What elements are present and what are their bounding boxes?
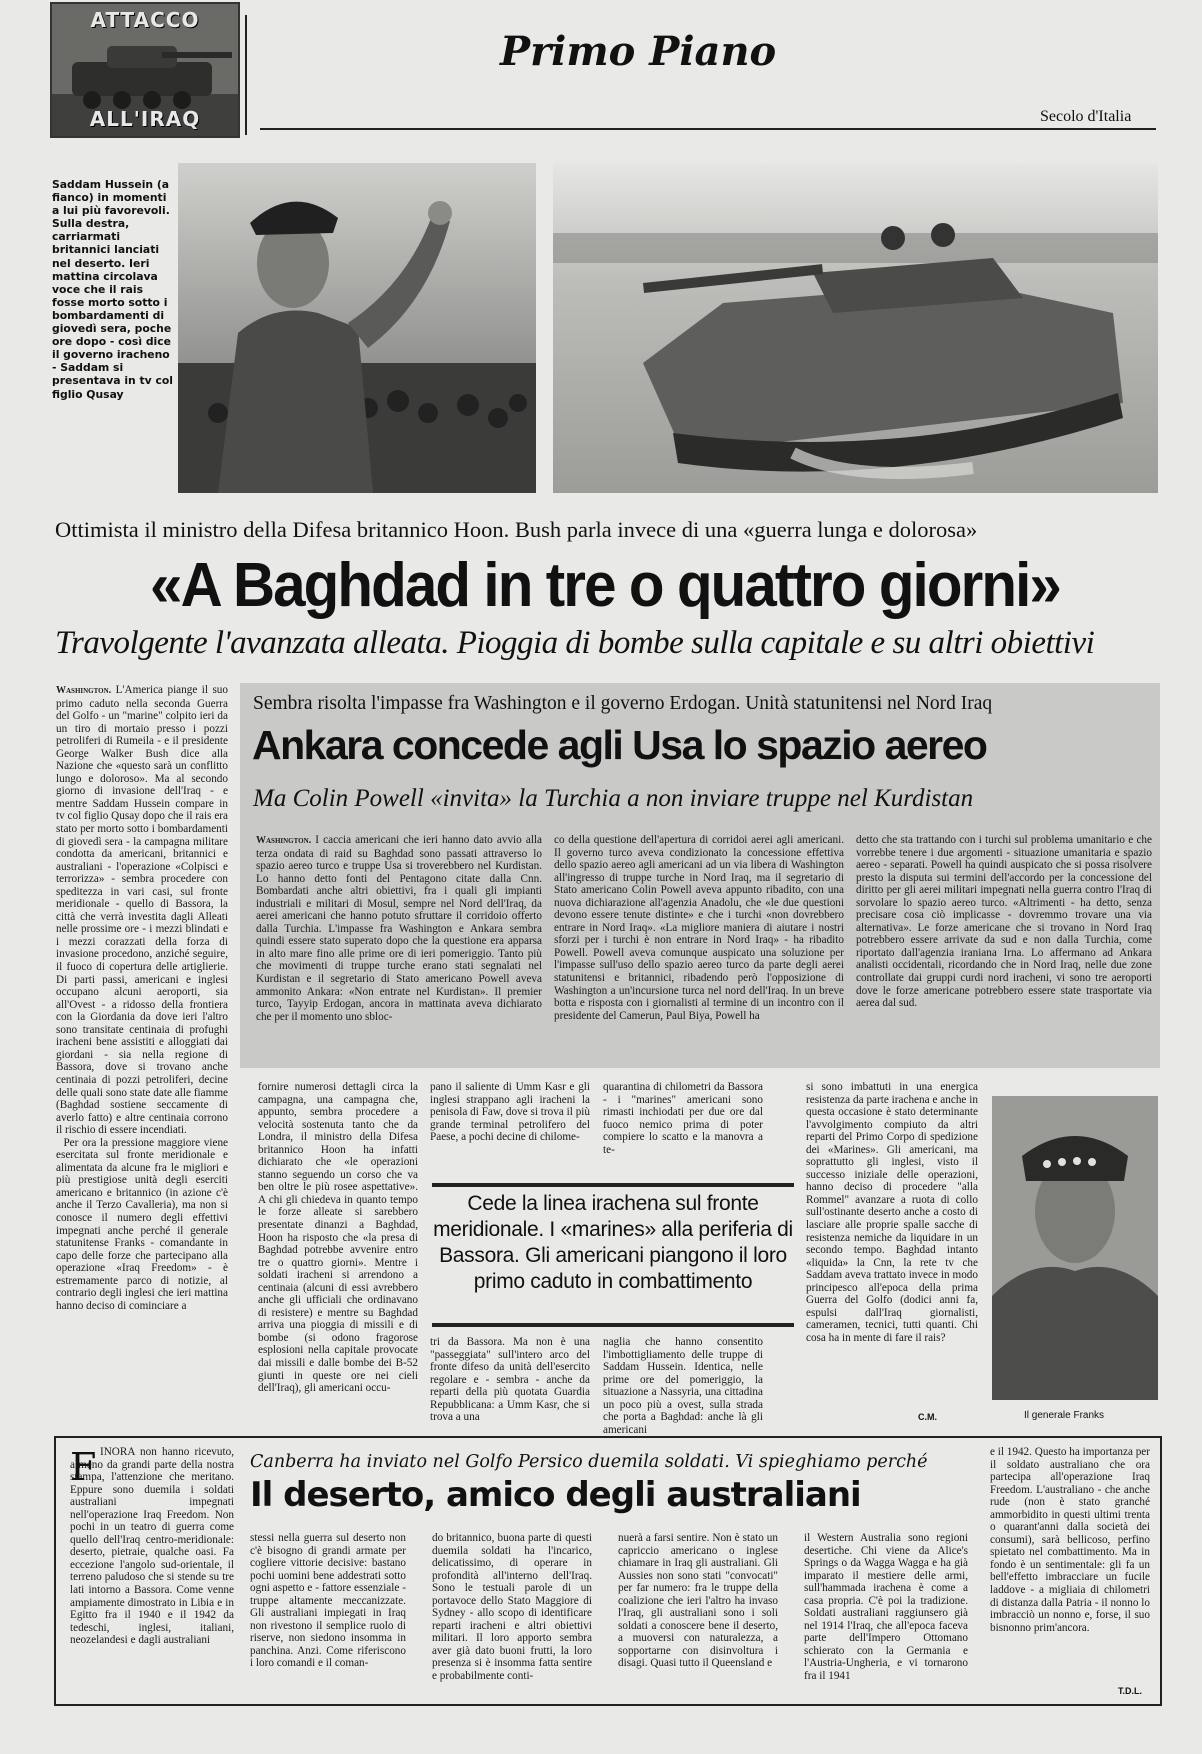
publication-name: Secolo d'Italia [1040,108,1132,125]
ankara-col-3: detto che sta trattando con i turchi sul problema umanitario e che vorrebbe tenere i due argomenti - situazione umanitaria e spazio aereo - separati. Powell ha quindi auspicato che si possa risolvere presto la disputa sui termini dell'accordo per la concessione del diritto per gli aerei militari impegnati nella guerra contro l'Iraq di sorvolare lo spazio aereo turco. «Altrimenti - ha detto, senza precisare cosa ciò implicasse - dovremmo trovare una via alternativa». Le forze americane che si trovano in Nord Iraq potrebbero essere arrivate da sud e non dalla Turchia, come riportato dall'agenzia iraniana Irna. Lo affermano ad Ankara analisti occidentali, ricordando che in Nord Iraq, nelle due zone controllate dai gruppi curdi nord iracheni, vi sono tre aeroporti dove le forze americane potrebbero essere state trasportate via aerea dal sud. [856,834,1152,1010]
main-kicker: Ottimista il ministro della Difesa britannico Hoon. Bush parla invece di una «guerra lunga e dolorosa» [55,517,978,542]
main-left-column: Washington. L'America piange il suo primo caduto nella seconda Guerra del Golfo - un "marine" colpito ieri da un tiro di mortaio presso i pozzi petroliferi di Rumeila - e il presidente George Walker Bush dice alla Nazione che «questo sarà un conflitto lungo e doloroso». Ma al secondo giorno di invasione dell'Iraq - e mentre Saddam Hussein compare in tv col figlio Qusay dopo che il rais era stato per morto sotto i bombardamenti di giovedì sera - la campagna militare condotta da americani, britannici e australiani - l'operazione «Colpisci e terrorizza» - sembra procedere con speditezza in vari casi, sul fronte meridionale - quello di Bassora, la città che verrà investita dagli Alleati nelle prossime ore - i mezzi blindati e i mezzi corazzati della forza di invasione procedono, anziché seguire, il fuoco di copertura delle artiglierie. Di parti passi, americani e inglesi occupano alcuni aeroporti, sia all'Ovest - a ridosso della frontiera con la Giordania da dove ieri l'altro sono transitate centinaia di profughi iracheni bene assistiti e alloggiati dai giordani - sia nella regione di Bassora, dove si trovano anche centinaia di pozzi petroliferi, decine delle quali sono state date alle fiamme (Baghdad sostiene seccamente di averlo fatto) e altre centinaia corrono il rischio di essere incendiati. Per ora la pressione maggiore viene esercitata sul fronte meridionale e alimentata da alcune fra le migliori e più prestigiose unità degli eserciti americano e britannico (in azione c'è anche il Terzo Cavalleria), ma non si conosce il numero degli effettivi impegnati anche perché il generale statunitense Franks - comandante in capo delle forze che partecipano alla operazione «Iraq Freedom» - è estremamente parco di notizie, al contrario degli inglesi che ieri mattina hanno deciso di cominciare a [56,684,228,1312]
main-dateline: Washington. [56,685,112,696]
ankara-col-1: Washington. I caccia americani che ieri hanno dato avvio alla terza ondata di raid su Baghdad sono passati attraverso lo spazio aereo turco e truppe Usa si troverebbero nel Kurdistan. Lo hanno detto fonti del Pentagono citate dalla Cnn. Bombardati anche altri obiettivi, fra i quali gli impianti industriali e militari di Mosul, sempre nel Nord dell'Iraq, da aerei americani che hanno potuto sfruttare il corridoio offerto dalla Turchia. L'impasse fra Washington e Ankara sembra quindi essere stato superato dopo che la questione era apparsa in alto mare fino alle prime ore di ieri pomeriggio. Tanto più che movimenti di truppe turche erano stati segnalati nel Kurdistan e il segretario di Stato americano Powell aveva ammonito Ankara: «Non entrate nel Kurdistan». Il premier turco, Tayyip Erdogan, ancora in mattinata aveva dichiarato che per il momento uno sbloc- [256,834,542,1023]
pullquote-rule-bottom [432,1323,794,1327]
main-col-5: si sono imbattuti in una energica resistenza da parte irachena e anche in questa occasione è stato determinante l'avvolgimento compiuto da altri reparti del Primo Corpo di spedizione dei «Marines». Gli americani, ma soprattutto gli inglesi, visto il successo iniziale delle operazioni, hanno deciso di procedere "alla Rommel" avanzare a ruota di collo sull'ostinante deserto anche a costo di lasciare alle proprie spalle sacche di resistenza nemiche da liquidare in un secondo tempo. Baghdad intanto «liquida» la Cnn, la rete tv che Saddam aveva trattato invece in modo principesco all'epoca della prima Guerra del Golfo (dodici anni fa, espulsi dall'Iraq giornalisti, cameramen, tecnici, tutti quanti. Chi cosa ha in mente di fare il rais? [806,1081,978,1344]
photo-caption: Saddam Hussein (a fianco) in momenti a lui più favorevoli. Sulla destra, carriarmati britannici lanciati nel deserto. Ieri mattina circolava voce che il rais fosse morto sotto i bombardamenti di giovedì sera, poche ore dopo - così dice il governo iracheno - Saddam si presentava in tv col figlio Qusay [52,178,173,401]
ankara-subhead: Ma Colin Powell «invita» la Turchia a non inviare truppe nel Kurdistan [253,785,974,812]
ankara-kicker: Sembra risolta l'impasse fra Washington e il governo Erdogan. Unità statunitensi nel Nord Iraq [253,693,993,714]
main-left-column-b: Per ora la pressione maggiore viene esercitata sul fronte meridionale e alimentata da alcune fra le migliori e più prestigiose unità degli eserciti americano e britannico (in azione c'è anche il Terzo Cavalleria), ma non si conosce il numero degli effettivi impegnati anche perché il generale statunitense Franks - comandante in capo delle forze che partecipano alla operazione «Iraq Freedom» - è estremamente parco di notizie, al contrario degli inglesi che ieri mattina hanno deciso di cominciare a [56,1136,228,1312]
header-rule [260,128,1156,130]
australia-intro: INORA non hanno ricevuto, almeno da grandi parte della nostra stampa, l'attenzione che meritano. Eppure sono duemila i soldati australiani impegnati nell'operazione Iraq Freedom. Non pochi in un teatro di guerra come quello dell'Iraq centro-meridionale: deserto, pietraie, qualche oasi. Fa eccezione l'angolo sud-orientale, il terreno paludoso che si stende su tre lati intorno a Bassora. Come venne ampiamente dimostrato in Libia e in Egitto fra il 1940 e il 1942 da tedeschi, inglesi, italiani, neozelandesi e dagli australiani [70,1446,234,1647]
section-title: Primo Piano [500,28,777,75]
main-col-4-top: quarantina di chilometri da Bassora - i "marines" americani sono rimasti inchiodati per due ore dal fuoco nemico prima di poter compiere lo scatto e la manovra a te- [603,1081,763,1156]
main-headline: «A Baghdad in tre o quattro giorni» [150,551,1060,620]
australia-col-5: e il 1942. Questo ha importanza per il soldato australiano che ora partecipa all'operazione Iraq Freedom. L'australiano - che anche rude (non è stato granché ammorbidito in questi ultimi trenta o quarant'anni dalla società dei consumi), sarà bellicoso, perfino spietato nel combattimento. Ma in fondo è un sentimentale: gli fa un bell'effetto imbracciare un fucile laddove - a migliaia di chilometri di distanza dalla Patria - il nonno lo imbracciò un nonno e, forse, il suo bisnonno prim'ancora. [990,1446,1150,1634]
australia-col-2: do britannico, buona parte di questi duemila soldati ha l'incarico, delicatissimo, di operare in profondità all'interno dell'Iraq. Sono le testuali parole di un portavoce dello Stato Maggiore di Sydney - allo scopo di identificare reparti iracheni e altri obiettivi militari. Il loro apporto sembra aver già dato buoni frutti, la loro presenza si è insomma fatta sentire e probabilmente conti- [432,1532,592,1683]
ankara-headline: Ankara concede agli Usa lo spazio aereo [252,722,987,768]
pullquote: Cede la linea irachena sul fronte meridionale. I «marines» alla periferia di Bassora. Gli americani piangono il loro primo caduto in combattimento [433,1192,793,1293]
pullquote-rule-top [432,1183,794,1187]
ankara-col-2: co della questione dell'apertura di corridoi aerei agli americani. Il governo turco aveva condizionato la concessione effettiva dello spazio aereo agli americani ad un via libera di Washington all'ingresso di truppe turche in Nord Iraq, ma il segretario di Stato americano Colin Powell aveva appunto ribadito, con una nuova dichiarazione all'agenzia Anadolu, che «le due questioni devono essere tenute distinte» e che i turchi «non dovrebbero entrare in Nord Iraq». «La migliore maniera di aiutare i nostri sforzi per i turchi è non entrare in Nord Iraq» - ha ribadito Powell. Powell aveva comunque auspicato una soluzione per l'impasse sull'uso dello spazio aereo turco da parte degli aerei statunitensi e britannici, ribadendo però l'opposizione di Washington a un'incursione turca nel nord dell'Iraq. In un breve botta e risposta con i giornalisti al termine di un incontro con il presidente del Camerun, Paul Biya, Powell ha [554,834,844,1022]
main-col-2: fornire numerosi dettagli circa la campagna, una campagna che, appunto, sembra procedere a velocità sostenuta tanto che da Londra, il ministro della Difesa britannico Hoon ha infatti dichiarato che «le operazioni stanno seguendo un corso che va ben oltre le più rosee aspettative». A chi gli chiedeva in quanto tempo le forze alleate si sarebbero presentate dinanzi a Baghdad, Hoon ha risposto che «la presa di Baghdad potrebbe avvenire entro tre o quattro giorni». Mentre i soldati iracheni si arrendono a centinaia (alcuni di essi avrebbero anche gli ufficiali che ordinavano di resistere) e mentre su Baghdad arriva una pioggia di missili e di bombe (si odono fragorose esplosioni nella capitale provocate dai missili e dalle bombe dei B-52 giunti in queste ore nei cieli dell'Iraq), gli americani occu- [258,1081,418,1395]
main-col-3-bottom: tri da Bassora. Ma non è una "passeggiata" sull'intero arco del fronte difeso da unità dell'esercito regolare e - sembra - anche da reparti della più quotata Guardia Repubblicana: a Umm Kasr, che si trova a una [430,1336,590,1424]
tank-photo [553,163,1158,493]
main-subhead: Travolgente l'avanzata alleata. Pioggia di bombe sulla capitale e su altri obiettivi [55,625,1095,661]
main-col-4-bottom: naglia che hanno consentito l'imbottigliamento delle truppe di Saddam Hussein. Identica, nelle prime ore del pomeriggio, la situazione a Nassyria, una cittadina un poco più a ovest, sulla strada che porta a Baghdad: anche là gli americani [603,1336,763,1436]
australia-headline: Il deserto, amico degli australiani [250,1475,861,1515]
australia-byline: T.D.L. [1118,1686,1142,1696]
franks-caption: Il generale Franks [1024,1410,1105,1421]
tank-image-icon [553,163,1158,493]
logo-bottom-text: ALL'IRAQ [89,107,201,131]
header-divider [245,15,247,135]
australia-dropcap: F [70,1445,97,1489]
australia-col-3: nuerà a farsi sentire. Non è stato un capriccio americano o inglese chiamare in Iraq gli australiani. Gli Aussies non sono stati "convocati" per far numero: fra le truppe della coalizione che ieri l'altro ha invaso l'Iraq, gli australiani sono i soli soldati a conoscere bene il deserto, a muoversi con naturalezza, a sopportarne con disinvoltura i disagi. Quasi tutto il Queensland e [618,1532,778,1670]
logo-top-text: ATTACCO [90,8,200,32]
australia-col-1: stessi nella guerra sul deserto non c'è bisogno di grandi armate per cogliere vittorie decisive: bastano pochi uomini bene addestrati sotto ogni aspetto e - fattore essenziale - truppe altamente meccanizzate. Gli australiani impiegati in Iraq non rivestono il semplice ruolo di riserve, non siedono insomma in panchina. Anzi. Come riferiscono i loro comandi e il coman- [250,1532,406,1670]
franks-photo [992,1096,1158,1400]
main-byline: C.M. [918,1412,937,1422]
australia-kicker: Canberra ha inviato nel Golfo Persico duemila soldati. Vi spieghiamo perché [250,1452,928,1472]
franks-image-icon [992,1096,1158,1400]
ankara-dateline: Washington. [256,835,312,846]
saddam-image-icon [178,163,536,493]
saddam-photo [178,163,536,493]
main-col-3-top: pano il saliente di Umm Kasr e gli inglesi strappano agli iracheni la penisola di Faw, dove si trova il più grande terminal petrolifero del Paese, a pochi decine di chilome- [430,1081,590,1144]
australia-col-4: il Western Australia sono regioni desertiche. Chi viene da Alice's Springs o da Wagga Wagga e ha già imparato il mestiere delle armi, sull'hammada irachena è come a casa propria. C'è poi la tradizione. Soldati australiani raggiunsero già nel 1914 l'Iraq, che all'epoca faceva parte dell'Impero Ottomano schierato con la Germania e l'Austria-Ungheria, e vi tornarono fra il 1941 [804,1532,968,1683]
section-logo [50,2,240,138]
